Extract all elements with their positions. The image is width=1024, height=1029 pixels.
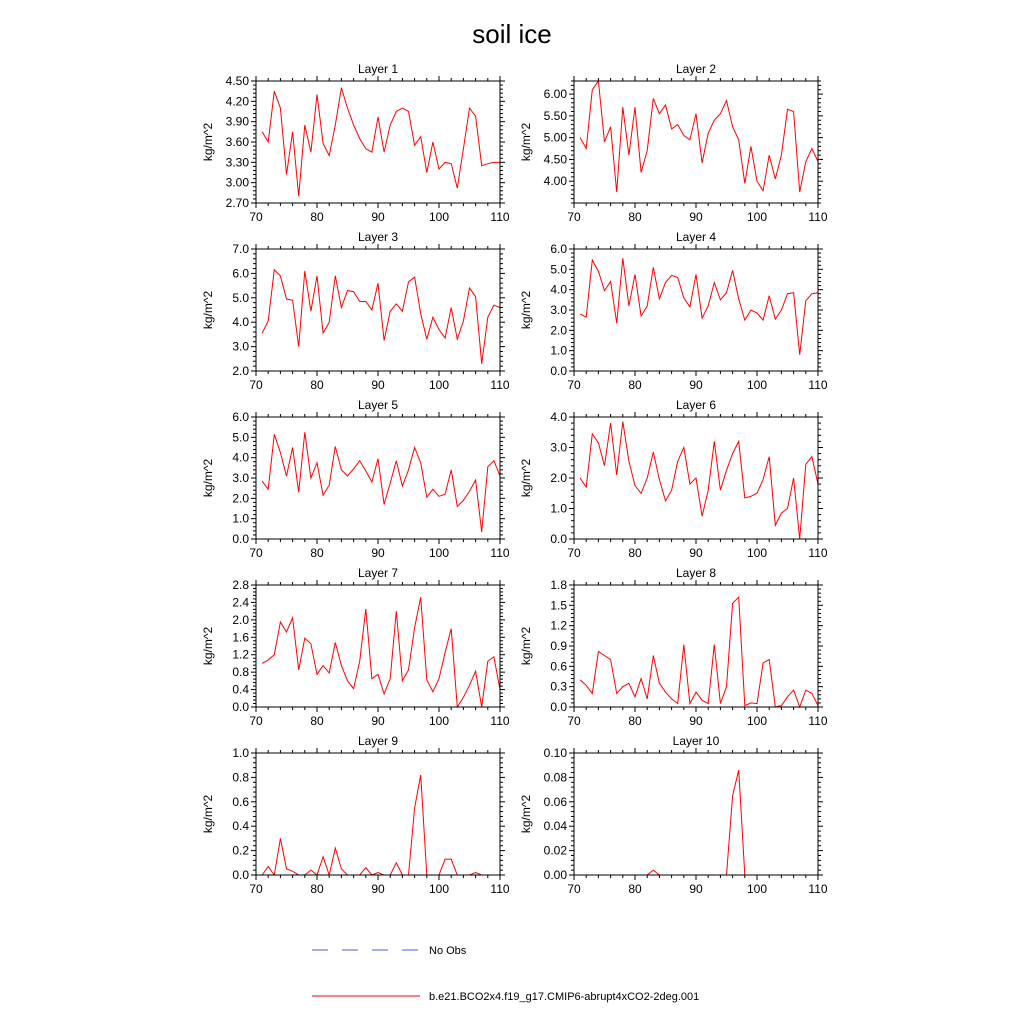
y-tick-label: 5.0 bbox=[550, 262, 567, 277]
x-tick-label: 70 bbox=[249, 546, 263, 560]
panel-layer-3 bbox=[201, 230, 510, 392]
x-tick-label: 100 bbox=[746, 210, 768, 224]
x-tick-label: 110 bbox=[808, 210, 828, 224]
legend-item-no-obs bbox=[312, 945, 467, 957]
x-tick-label: 90 bbox=[371, 546, 385, 560]
y-tick-label: 6.0 bbox=[232, 266, 249, 281]
series-line-layer-8 bbox=[580, 597, 818, 707]
series-line-layer-3 bbox=[262, 270, 500, 364]
x-tick-label: 110 bbox=[808, 714, 828, 728]
series-line-layer-4 bbox=[580, 258, 818, 355]
x-tick-label: 110 bbox=[490, 882, 510, 896]
legend bbox=[312, 945, 699, 1003]
series-line-layer-5 bbox=[262, 432, 500, 532]
y-tick-label: 5.0 bbox=[232, 430, 249, 445]
x-tick-label: 80 bbox=[628, 882, 642, 896]
x-tick-label: 70 bbox=[567, 714, 581, 728]
figure-title: soil ice bbox=[472, 19, 552, 49]
x-tick-label: 90 bbox=[371, 210, 385, 224]
y-tick-label: 7.0 bbox=[232, 242, 249, 256]
y-tick-label: 1.2 bbox=[550, 618, 567, 633]
plot-frame bbox=[574, 81, 818, 203]
x-tick-label: 70 bbox=[249, 882, 263, 896]
y-axis-label: kg/m^2 bbox=[519, 458, 533, 498]
y-tick-label: 2.70 bbox=[225, 196, 249, 210]
y-tick-label: 0.6 bbox=[550, 659, 567, 674]
y-tick-label: 0.3 bbox=[550, 679, 567, 694]
y-axis-label: kg/m^2 bbox=[201, 290, 215, 330]
panel-title: Layer 10 bbox=[672, 734, 720, 748]
y-tick-label: 1.2 bbox=[232, 647, 249, 662]
x-tick-label: 100 bbox=[428, 546, 450, 560]
legend-item-model-run bbox=[312, 991, 699, 1003]
y-axis-label: kg/m^2 bbox=[201, 626, 215, 666]
x-tick-label: 80 bbox=[628, 210, 642, 224]
y-tick-label: 1.5 bbox=[550, 598, 567, 613]
panel-title: Layer 2 bbox=[675, 62, 717, 76]
y-axis-label: kg/m^2 bbox=[201, 794, 215, 834]
x-tick-label: 100 bbox=[746, 378, 768, 392]
y-tick-label: 3.00 bbox=[225, 175, 249, 190]
x-tick-label: 100 bbox=[746, 546, 768, 560]
y-tick-label: 0.06 bbox=[543, 794, 567, 809]
x-tick-label: 100 bbox=[428, 882, 450, 896]
y-tick-label: 3.0 bbox=[232, 471, 249, 485]
x-tick-label: 100 bbox=[428, 378, 450, 392]
y-tick-label: 3.0 bbox=[232, 339, 249, 354]
series-line-layer-7 bbox=[262, 597, 500, 707]
series-line-layer-2 bbox=[580, 81, 818, 192]
y-tick-label: 0.4 bbox=[232, 819, 249, 834]
y-tick-label: 1.0 bbox=[232, 746, 249, 760]
y-tick-label: 0.00 bbox=[543, 868, 567, 882]
x-tick-label: 80 bbox=[310, 546, 324, 560]
panel-layer-9 bbox=[201, 734, 510, 896]
y-tick-label: 2.0 bbox=[232, 364, 249, 378]
y-tick-label: 0.8 bbox=[232, 665, 249, 680]
y-tick-label: 0.10 bbox=[543, 746, 567, 760]
series-line-layer-9 bbox=[262, 775, 500, 875]
panels bbox=[201, 62, 828, 896]
y-tick-label: 1.8 bbox=[550, 578, 567, 592]
plot-frame bbox=[256, 249, 500, 371]
panel-layer-4 bbox=[519, 230, 828, 392]
plot-frame bbox=[256, 81, 500, 203]
x-tick-label: 70 bbox=[249, 210, 263, 224]
x-tick-label: 100 bbox=[746, 714, 768, 728]
y-tick-label: 0.0 bbox=[550, 700, 567, 714]
x-tick-label: 70 bbox=[249, 378, 263, 392]
y-tick-label: 0.9 bbox=[550, 639, 567, 653]
x-tick-label: 90 bbox=[689, 546, 703, 560]
y-tick-label: 5.00 bbox=[543, 130, 567, 145]
x-tick-label: 70 bbox=[567, 378, 581, 392]
y-tick-label: 1.6 bbox=[232, 630, 249, 645]
y-tick-label: 2.8 bbox=[232, 578, 249, 592]
panel-layer-7 bbox=[201, 566, 510, 728]
x-tick-label: 70 bbox=[249, 714, 263, 728]
x-tick-label: 110 bbox=[808, 546, 828, 560]
x-tick-label: 70 bbox=[567, 210, 581, 224]
y-tick-label: 3.30 bbox=[225, 155, 249, 170]
panel-layer-5 bbox=[201, 398, 510, 560]
y-axis-label: kg/m^2 bbox=[201, 458, 215, 498]
plot-frame bbox=[574, 753, 818, 875]
plot-frame bbox=[256, 753, 500, 875]
y-tick-label: 6.0 bbox=[550, 242, 567, 256]
y-axis-label: kg/m^2 bbox=[519, 794, 533, 834]
y-tick-label: 0.0 bbox=[550, 364, 567, 378]
panel-title: Layer 1 bbox=[357, 62, 399, 76]
plot-frame bbox=[256, 417, 500, 539]
y-tick-label: 0.0 bbox=[232, 700, 249, 714]
y-tick-label: 0.02 bbox=[543, 843, 567, 858]
panel-title: Layer 8 bbox=[675, 566, 717, 580]
y-tick-label: 0.0 bbox=[232, 532, 249, 546]
y-tick-label: 0.04 bbox=[543, 819, 567, 834]
x-tick-label: 110 bbox=[490, 546, 510, 560]
y-tick-label: 0.2 bbox=[232, 843, 249, 858]
panel-layer-6 bbox=[519, 398, 828, 560]
y-tick-label: 5.50 bbox=[543, 108, 567, 123]
y-tick-label: 2.4 bbox=[232, 595, 249, 610]
y-axis-label: kg/m^2 bbox=[519, 122, 533, 162]
panel-title: Layer 3 bbox=[357, 230, 399, 244]
y-tick-label: 4.0 bbox=[232, 315, 249, 330]
y-tick-label: 3.0 bbox=[550, 303, 567, 317]
y-axis-label: kg/m^2 bbox=[519, 290, 533, 330]
panel-title: Layer 5 bbox=[357, 398, 399, 412]
x-tick-label: 80 bbox=[310, 882, 324, 896]
y-tick-label: 0.0 bbox=[232, 868, 249, 882]
y-tick-label: 3.60 bbox=[225, 135, 249, 149]
y-tick-label: 5.0 bbox=[232, 290, 249, 305]
x-tick-label: 70 bbox=[567, 882, 581, 896]
plot-frame bbox=[256, 585, 500, 707]
x-tick-label: 110 bbox=[808, 882, 828, 896]
panel-layer-2 bbox=[519, 62, 828, 224]
x-tick-label: 80 bbox=[310, 210, 324, 224]
x-tick-label: 90 bbox=[689, 378, 703, 392]
y-tick-label: 0.08 bbox=[543, 770, 567, 785]
y-tick-label: 1.0 bbox=[550, 501, 567, 516]
series-line-layer-1 bbox=[262, 88, 500, 196]
y-tick-label: 4.50 bbox=[543, 152, 567, 167]
x-tick-label: 80 bbox=[628, 546, 642, 560]
x-tick-label: 90 bbox=[689, 714, 703, 728]
y-tick-label: 3.0 bbox=[550, 440, 567, 455]
x-tick-label: 90 bbox=[689, 210, 703, 224]
y-tick-label: 2.0 bbox=[232, 491, 249, 506]
y-tick-label: 2.0 bbox=[550, 323, 567, 338]
y-axis-label: kg/m^2 bbox=[201, 122, 215, 162]
y-tick-label: 2.0 bbox=[550, 471, 567, 485]
y-tick-label: 0.0 bbox=[550, 532, 567, 546]
x-tick-label: 90 bbox=[371, 882, 385, 896]
y-tick-label: 4.00 bbox=[543, 174, 567, 189]
x-tick-label: 90 bbox=[371, 378, 385, 392]
legend-label-no-obs: No Obs bbox=[429, 945, 467, 957]
y-tick-label: 1.0 bbox=[232, 511, 249, 526]
y-tick-label: 2.0 bbox=[232, 612, 249, 627]
x-tick-label: 80 bbox=[628, 714, 642, 728]
series-line-layer-6 bbox=[580, 422, 818, 539]
y-tick-label: 4.0 bbox=[232, 450, 249, 465]
y-tick-label: 1.0 bbox=[550, 343, 567, 358]
y-axis-label: kg/m^2 bbox=[519, 626, 533, 666]
panel-layer-1 bbox=[201, 62, 510, 224]
y-tick-label: 4.0 bbox=[550, 410, 567, 424]
x-tick-label: 90 bbox=[689, 882, 703, 896]
x-tick-label: 70 bbox=[567, 546, 581, 560]
y-tick-label: 6.0 bbox=[232, 410, 249, 424]
panel-layer-8 bbox=[519, 566, 828, 728]
x-tick-label: 110 bbox=[490, 378, 510, 392]
x-tick-label: 100 bbox=[746, 882, 768, 896]
y-tick-label: 0.4 bbox=[232, 682, 249, 697]
x-tick-label: 80 bbox=[310, 378, 324, 392]
x-tick-label: 80 bbox=[310, 714, 324, 728]
legend-label-model-run: b.e21.BCO2x4.f19_g17.CMIP6-abrupt4xCO2-2deg.001 bbox=[429, 991, 700, 1003]
x-tick-label: 110 bbox=[490, 210, 510, 224]
y-tick-label: 0.8 bbox=[232, 770, 249, 785]
y-tick-label: 3.90 bbox=[225, 114, 249, 129]
panel-layer-10 bbox=[519, 734, 828, 896]
y-tick-label: 4.0 bbox=[550, 282, 567, 297]
panel-title: Layer 9 bbox=[357, 734, 399, 748]
x-tick-label: 110 bbox=[808, 378, 828, 392]
panel-title: Layer 4 bbox=[675, 230, 717, 244]
x-tick-label: 100 bbox=[428, 714, 450, 728]
x-tick-label: 80 bbox=[628, 378, 642, 392]
x-tick-label: 90 bbox=[371, 714, 385, 728]
series-line-layer-10 bbox=[580, 770, 818, 875]
panel-title: Layer 6 bbox=[675, 398, 717, 412]
y-tick-label: 4.50 bbox=[225, 74, 249, 88]
y-tick-label: 4.20 bbox=[225, 94, 249, 109]
y-tick-label: 6.00 bbox=[543, 87, 567, 102]
y-tick-label: 0.6 bbox=[232, 794, 249, 809]
x-tick-label: 100 bbox=[428, 210, 450, 224]
plot-frame bbox=[574, 585, 818, 707]
panel-title: Layer 7 bbox=[357, 566, 399, 580]
x-tick-label: 110 bbox=[490, 714, 510, 728]
